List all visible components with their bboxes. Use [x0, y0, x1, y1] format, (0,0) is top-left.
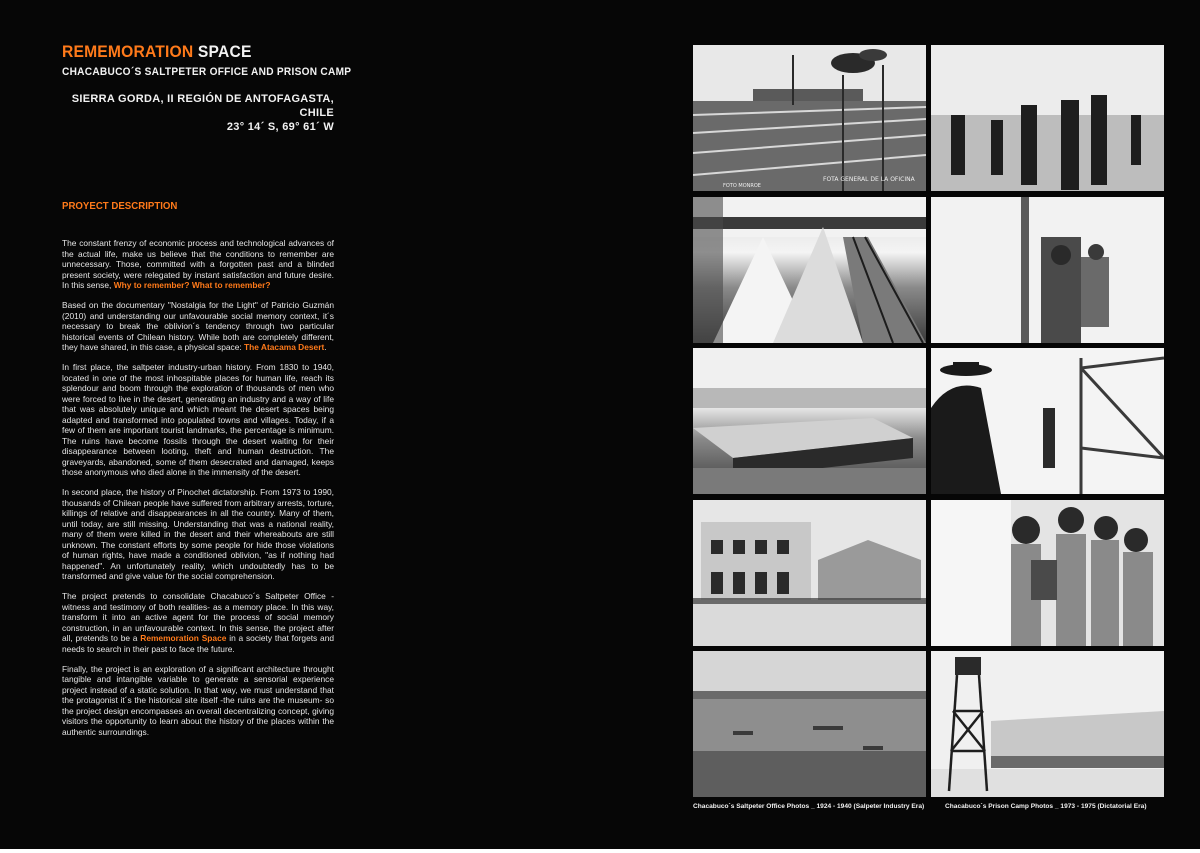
photo-saltpeter-ruins — [693, 651, 926, 797]
location-block — [62, 92, 334, 134]
paragraph-text: The project pretends to consolidate Chacabuco´s Saltpeter Office -witness and testimony of both realities- as a memory place. In this way, transform it into an active agent for the process of social memory construction, in an unfavourable context. In this sense, the project after all, pretends to be a — [62, 591, 334, 643]
page-title — [62, 42, 252, 62]
paragraph — [62, 487, 334, 582]
paragraph-highlight: Rememoration Space — [140, 633, 227, 643]
paragraph-after: in a society that forgets and needs to search in their past to face the future. — [62, 633, 335, 654]
caption-saltpeter: Chacabuco´s Saltpeter Office Photos _ 1924 - 1940 (Salpeter Industry Era) — [693, 803, 925, 810]
project-description — [62, 238, 334, 747]
title-rest: SPACE — [197, 42, 252, 61]
photo-label: FOTO MONROE — [723, 183, 761, 189]
photo-label: FOTA GENERAL DE LA OFICINA — [823, 176, 915, 183]
paragraph-text: The constant frenzy of economic process and technological advances of the actual life, make us believe that the conditions to remember are unnecessary. Those, committed with a forgotten past and a blinded present society, were relegated by instant satisfaction and future desire. In this sense, — [62, 238, 334, 290]
photo-prison-guard-gate — [931, 348, 1164, 494]
photo-saltpeter-plant — [693, 45, 926, 191]
photo-saltpeter-barracks — [693, 348, 926, 494]
photo-prison-prisoners-walking — [931, 45, 1164, 191]
paragraph-text: Finally, the project is an exploration of a significant architecture throught tangible and intangible variable to generate a sensorial experience project instead of a static solution. In that way, we must understand that the protagonist it´s the historical site itself -the ruins are the museum- so the project design encompasses an overall decentralizing concept, giving visitors the opportunity to learn about the history of the places within the authentic surroundings. — [62, 663, 334, 737]
section-title: PROYECT DESCRIPTION — [62, 200, 178, 212]
location-text: SIERRA GORDA, II REGIÓN DE ANTOFAGASTA, CHILE — [71, 93, 334, 119]
page-bottom-edge — [0, 849, 1200, 853]
paragraph — [62, 591, 334, 654]
photo-prison-watchtower — [931, 651, 1164, 797]
caption-prison: Chacabuco´s Prison Camp Photos _ 1973 - 1975 (Dictatorial Era) — [945, 803, 1147, 810]
paragraph-text: In second place, the history of Pinochet dictatorship. From 1973 to 1990, thousands of Chilean people have suffered from arbitrary arrests, torture, killings of relative and disappearances in all the country. Many of them, until today, are still missing. Understanding that was a national reality, many of them were killed in the desert and their whereabouts are still unknown. The constant efforts by some people for hide those violations of human rights, have made a conditioned oblivion, "as if nothing had happened". An unfortunately reality, which undoubtedly has to be transformed and give value for the social comprehension. — [62, 487, 334, 581]
photo-prison-crowd — [931, 500, 1164, 646]
paragraph-highlight: Why to remember? What to remember? — [113, 280, 271, 290]
paragraph-highlight: The Atacama Desert — [244, 342, 325, 352]
paragraph-text: Based on the documentary "Nostalgia for the Light" of Patricio Guzmán (2010) and understanding our unfavourable social memory context, it´s necessary to break the oblivion´s tendency through two particular historical events of Chilean history. While both are completely different, they have shared, in this case, a physical space: — [62, 300, 334, 352]
paragraph — [62, 362, 334, 478]
photo-saltpeter-town-square — [693, 500, 926, 646]
title-accent: REMEMORATION — [62, 42, 194, 61]
coordinates-text: 23° 14´ S, 69° 61´ W — [226, 121, 334, 133]
photo-saltpeter-railway — [693, 197, 926, 343]
paragraph-text: In first place, the saltpeter industry-urban history. From 1830 to 1940, located in one of the most inhospitable places for human life, reach its splendour and boom through the exploration of thousands of men who were forced to live in the desert, generating an industry and a way of life that was absolutely unique and which meant the desert spaces being adapted and transformed into populated towns and villages. Today, if a few of them are important tourist landmarks, the percentage is minimum. The ruins have become fossils through the desert waiting for their disappearance between looting, theft and human destruction. The graveyards, abandoned, some of them desecrated and damaged, keeps those anonymous who died alone in the immensity of the desert. — [62, 362, 334, 477]
paragraph — [62, 664, 334, 738]
paragraph — [62, 300, 334, 353]
photo-prison-guard-rifle — [931, 197, 1164, 343]
paragraph — [62, 238, 334, 291]
page-subtitle: CHACABUCO´S SALTPETER OFFICE AND PRISON CAMP — [62, 66, 352, 78]
paragraph-after: . — [324, 342, 327, 352]
